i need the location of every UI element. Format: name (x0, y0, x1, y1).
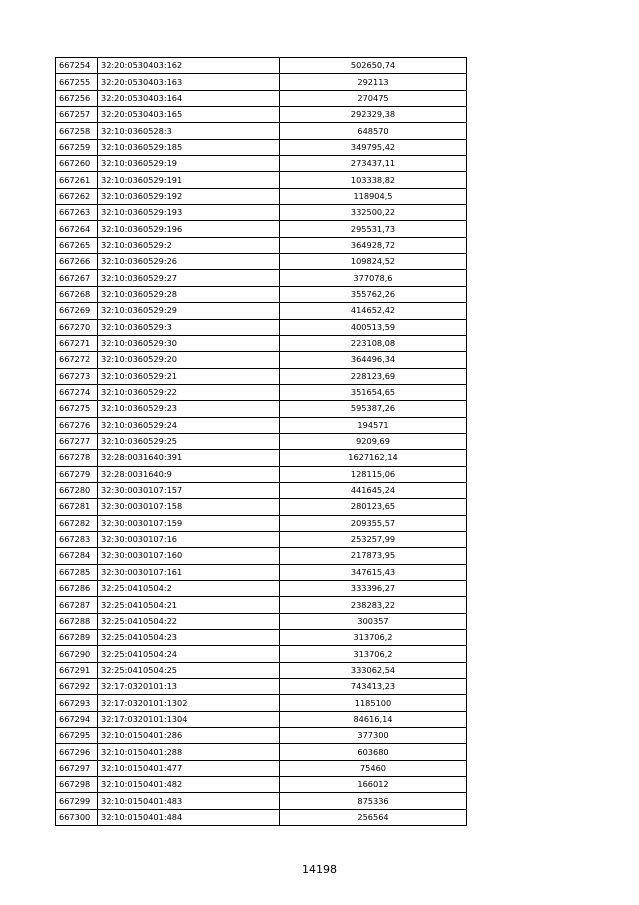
table-row (56, 548, 467, 564)
row-number-cell: 667299 (56, 793, 98, 809)
value-cell: 292113 (280, 74, 467, 90)
table-row (56, 728, 467, 744)
row-number-cell: 667290 (56, 646, 98, 662)
cadastral-number-cell: 32:10:0150401:286 (98, 728, 280, 744)
value-cell: 118904,5 (280, 188, 467, 204)
table-row (56, 352, 467, 368)
value-cell: 414652,42 (280, 303, 467, 319)
row-number-cell: 667284 (56, 548, 98, 564)
value-cell: 364496,34 (280, 352, 467, 368)
value-cell: 256564 (280, 809, 467, 825)
cadastral-number-cell: 32:10:0150401:483 (98, 793, 280, 809)
value-cell: 364928,72 (280, 237, 467, 253)
value-cell: 75460 (280, 760, 467, 776)
cadastral-number-cell: 32:20:0530403:162 (98, 58, 280, 74)
row-number-cell: 667287 (56, 597, 98, 613)
row-number-cell: 667264 (56, 221, 98, 237)
cadastral-number-cell: 32:10:0150401:482 (98, 777, 280, 793)
row-number-cell: 667292 (56, 679, 98, 695)
value-cell: 313706,2 (280, 646, 467, 662)
table-row (56, 237, 467, 253)
value-cell: 228123,69 (280, 368, 467, 384)
cadastral-number-cell: 32:10:0360529:29 (98, 303, 280, 319)
row-number-cell: 667266 (56, 254, 98, 270)
row-number-cell: 667259 (56, 139, 98, 155)
cadastral-number-cell: 32:10:0360529:196 (98, 221, 280, 237)
value-cell: 295531,73 (280, 221, 467, 237)
cadastral-number-cell: 32:17:0320101:1302 (98, 695, 280, 711)
value-cell: 400513,59 (280, 319, 467, 335)
row-number-cell: 667293 (56, 695, 98, 711)
row-number-cell: 667260 (56, 156, 98, 172)
cadastral-number-cell: 32:28:0031640:9 (98, 466, 280, 482)
table-row (56, 221, 467, 237)
value-cell: 128115,06 (280, 466, 467, 482)
row-number-cell: 667271 (56, 335, 98, 351)
value-cell: 377078,6 (280, 270, 467, 286)
cadastral-number-cell: 32:25:0410504:2 (98, 581, 280, 597)
value-cell: 603680 (280, 744, 467, 760)
value-cell: 1627162,14 (280, 450, 467, 466)
table-row (56, 90, 467, 106)
cadastral-number-cell: 32:10:0360529:28 (98, 286, 280, 302)
cadastral-number-cell: 32:17:0320101:13 (98, 679, 280, 695)
table-row (56, 417, 467, 433)
value-cell: 273437,11 (280, 156, 467, 172)
table-row (56, 613, 467, 629)
table-row (56, 744, 467, 760)
table-row (56, 695, 467, 711)
table-row (56, 384, 467, 400)
row-number-cell: 667278 (56, 450, 98, 466)
cadastral-number-cell: 32:20:0530403:163 (98, 74, 280, 90)
page-number: 14198 (302, 863, 337, 876)
row-number-cell: 667282 (56, 515, 98, 531)
table-row (56, 433, 467, 449)
value-cell: 333396,27 (280, 581, 467, 597)
value-cell: 351654,65 (280, 384, 467, 400)
value-cell: 253257,99 (280, 531, 467, 547)
cadastral-number-cell: 32:10:0360529:22 (98, 384, 280, 400)
cadastral-number-cell: 32:10:0360529:26 (98, 254, 280, 270)
cadastral-number-cell: 32:10:0150401:484 (98, 809, 280, 825)
table-row (56, 74, 467, 90)
table-row (56, 270, 467, 286)
table-row (56, 679, 467, 695)
row-number-cell: 667295 (56, 728, 98, 744)
value-cell: 109824,52 (280, 254, 467, 270)
row-number-cell: 667285 (56, 564, 98, 580)
table-row (56, 254, 467, 270)
row-number-cell: 667262 (56, 188, 98, 204)
value-cell: 84616,14 (280, 711, 467, 727)
value-cell: 270475 (280, 90, 467, 106)
row-number-cell: 667269 (56, 303, 98, 319)
cadastral-number-cell: 32:20:0530403:165 (98, 107, 280, 123)
cadastral-number-cell: 32:10:0360529:23 (98, 401, 280, 417)
table-row (56, 630, 467, 646)
cadastral-number-cell: 32:10:0360529:21 (98, 368, 280, 384)
value-cell: 280123,65 (280, 499, 467, 515)
cadastral-number-cell: 32:25:0410504:25 (98, 662, 280, 678)
value-cell: 313706,2 (280, 630, 467, 646)
row-number-cell: 667258 (56, 123, 98, 139)
row-number-cell: 667280 (56, 482, 98, 498)
table-row (56, 172, 467, 188)
table-row (56, 450, 467, 466)
row-number-cell: 667263 (56, 205, 98, 221)
row-number-cell: 667257 (56, 107, 98, 123)
value-cell: 1185100 (280, 695, 467, 711)
cadastral-number-cell: 32:10:0150401:288 (98, 744, 280, 760)
table-row (56, 711, 467, 727)
table-row (56, 188, 467, 204)
cadastral-number-cell: 32:10:0360528:3 (98, 123, 280, 139)
row-number-cell: 667256 (56, 90, 98, 106)
value-cell: 332500,22 (280, 205, 467, 221)
cadastral-number-cell: 32:10:0360529:185 (98, 139, 280, 155)
value-cell: 9209,69 (280, 433, 467, 449)
row-number-cell: 667273 (56, 368, 98, 384)
table-row (56, 319, 467, 335)
cadastral-number-cell: 32:30:0030107:158 (98, 499, 280, 515)
value-cell: 194571 (280, 417, 467, 433)
row-number-cell: 667294 (56, 711, 98, 727)
cadastral-number-cell: 32:25:0410504:21 (98, 597, 280, 613)
row-number-cell: 667286 (56, 581, 98, 597)
cadastral-number-cell: 32:30:0030107:16 (98, 531, 280, 547)
row-number-cell: 667281 (56, 499, 98, 515)
table-row (56, 531, 467, 547)
row-number-cell: 667277 (56, 433, 98, 449)
value-cell: 377300 (280, 728, 467, 744)
table-row (56, 482, 467, 498)
table-row (56, 662, 467, 678)
table-row (56, 499, 467, 515)
value-cell: 238283,22 (280, 597, 467, 613)
cadastral-number-cell: 32:17:0320101:1304 (98, 711, 280, 727)
value-cell: 209355,57 (280, 515, 467, 531)
row-number-cell: 667288 (56, 613, 98, 629)
value-cell: 349795,42 (280, 139, 467, 155)
value-cell: 300357 (280, 613, 467, 629)
cadastral-number-cell: 32:10:0360529:30 (98, 335, 280, 351)
row-number-cell: 667296 (56, 744, 98, 760)
row-number-cell: 667279 (56, 466, 98, 482)
row-number-cell: 667283 (56, 531, 98, 547)
cadastral-number-cell: 32:25:0410504:24 (98, 646, 280, 662)
row-number-cell: 667272 (56, 352, 98, 368)
row-number-cell: 667270 (56, 319, 98, 335)
table-row (56, 303, 467, 319)
row-number-cell: 667300 (56, 809, 98, 825)
table-row (56, 809, 467, 825)
cadastral-number-cell: 32:30:0030107:161 (98, 564, 280, 580)
value-cell: 103338,82 (280, 172, 467, 188)
table-row (56, 515, 467, 531)
cadastral-number-cell: 32:10:0360529:2 (98, 237, 280, 253)
value-cell: 648570 (280, 123, 467, 139)
table-row (56, 205, 467, 221)
row-number-cell: 667274 (56, 384, 98, 400)
value-cell: 333062,54 (280, 662, 467, 678)
cadastral-number-cell: 32:20:0530403:164 (98, 90, 280, 106)
table-row (56, 368, 467, 384)
cadastral-number-cell: 32:30:0030107:157 (98, 482, 280, 498)
value-cell: 223108,08 (280, 335, 467, 351)
table-row (56, 760, 467, 776)
value-cell: 441645,24 (280, 482, 467, 498)
row-number-cell: 667276 (56, 417, 98, 433)
value-cell: 875336 (280, 793, 467, 809)
cadastral-number-cell: 32:28:0031640:391 (98, 450, 280, 466)
table-row (56, 597, 467, 613)
cadastral-number-cell: 32:10:0360529:19 (98, 156, 280, 172)
cadastral-number-cell: 32:10:0360529:20 (98, 352, 280, 368)
table-row (56, 646, 467, 662)
value-cell: 595387,26 (280, 401, 467, 417)
row-number-cell: 667261 (56, 172, 98, 188)
value-cell: 743413,23 (280, 679, 467, 695)
value-cell: 347615,43 (280, 564, 467, 580)
cadastral-number-cell: 32:10:0360529:24 (98, 417, 280, 433)
value-cell: 355762,26 (280, 286, 467, 302)
table-row (56, 581, 467, 597)
cadastral-number-cell: 32:10:0150401:477 (98, 760, 280, 776)
value-cell: 166012 (280, 777, 467, 793)
table-row (56, 139, 467, 155)
row-number-cell: 667268 (56, 286, 98, 302)
table-row (56, 107, 467, 123)
table-body (56, 58, 467, 826)
cadastral-number-cell: 32:10:0360529:191 (98, 172, 280, 188)
cadastral-number-cell: 32:10:0360529:27 (98, 270, 280, 286)
cadastral-number-cell: 32:30:0030107:160 (98, 548, 280, 564)
value-cell: 217873,95 (280, 548, 467, 564)
row-number-cell: 667298 (56, 777, 98, 793)
table-row (56, 466, 467, 482)
cadastral-number-cell: 32:30:0030107:159 (98, 515, 280, 531)
table-row (56, 335, 467, 351)
row-number-cell: 667289 (56, 630, 98, 646)
cadastral-number-cell: 32:10:0360529:193 (98, 205, 280, 221)
table-row (56, 286, 467, 302)
table-row (56, 123, 467, 139)
row-number-cell: 667297 (56, 760, 98, 776)
row-number-cell: 667255 (56, 74, 98, 90)
cadastral-number-cell: 32:25:0410504:23 (98, 630, 280, 646)
cadastral-value-table (55, 57, 467, 826)
cadastral-number-cell: 32:10:0360529:192 (98, 188, 280, 204)
value-cell: 292329,38 (280, 107, 467, 123)
row-number-cell: 667267 (56, 270, 98, 286)
table-row (56, 401, 467, 417)
row-number-cell: 667275 (56, 401, 98, 417)
row-number-cell: 667254 (56, 58, 98, 74)
table-row (56, 564, 467, 580)
cadastral-number-cell: 32:10:0360529:25 (98, 433, 280, 449)
cadastral-number-cell: 32:25:0410504:22 (98, 613, 280, 629)
row-number-cell: 667291 (56, 662, 98, 678)
value-cell: 502650,74 (280, 58, 467, 74)
table-row (56, 793, 467, 809)
table-row (56, 777, 467, 793)
cadastral-number-cell: 32:10:0360529:3 (98, 319, 280, 335)
table-row (56, 156, 467, 172)
row-number-cell: 667265 (56, 237, 98, 253)
table-row (56, 58, 467, 74)
